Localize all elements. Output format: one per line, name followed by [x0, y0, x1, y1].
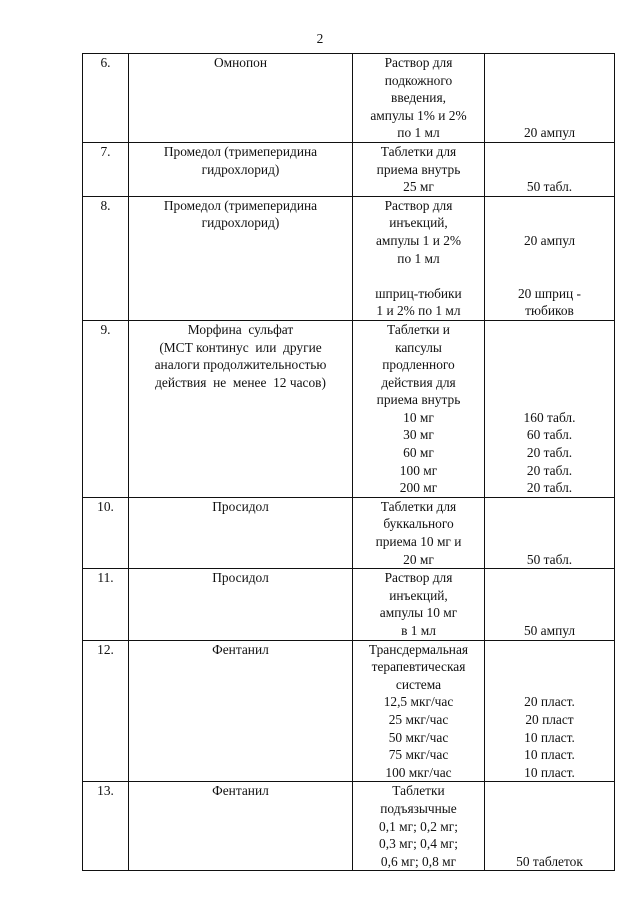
drug-name-cell — [129, 142, 353, 196]
dosage-form-line: приема внутрь — [376, 161, 461, 177]
quantity-line — [485, 214, 614, 232]
quantity-line — [485, 321, 614, 339]
dosage-form-line: терапевтическая — [371, 659, 466, 675]
dosage-form-line: 30 мг — [403, 427, 434, 443]
dosage-form-line: Таблетки для — [380, 498, 457, 514]
dosage-form-cell — [353, 54, 485, 143]
drug-name-line: Фентанил — [212, 641, 269, 657]
dosage-form-line: приема внутрь — [376, 392, 461, 408]
quantity-cell — [485, 196, 615, 320]
dosage-form-line: система — [395, 676, 442, 692]
drug-name-line: (МСТ континус или другие — [159, 339, 322, 355]
dosage-form-line: 12,5 мкг/час — [383, 694, 454, 710]
dosage-form-line: Трансдермальная — [368, 641, 469, 657]
quantity-line: 50 таблеток — [516, 853, 583, 869]
quantity-line: тюбиков — [525, 303, 574, 319]
dosage-form-line: 20 мг — [403, 551, 434, 567]
quantity-cell — [485, 640, 615, 782]
quantity-line — [485, 658, 614, 676]
quantity-line — [485, 569, 614, 587]
row-number: 6. — [83, 54, 129, 143]
drug-name-cell — [129, 782, 353, 871]
dosage-form-line: 0,3 мг; 0,4 мг; — [379, 836, 458, 852]
dosage-form-line: ампулы 1 и 2% — [375, 232, 462, 248]
quantity-line — [485, 604, 614, 622]
quantity-line — [485, 54, 614, 72]
drug-name-line: Промедол (тримеперидина — [163, 143, 318, 159]
quantity-line — [485, 267, 614, 285]
dosage-form-line: 10 мг — [403, 409, 434, 425]
quantity-line — [485, 835, 614, 853]
quantity-line — [485, 107, 614, 125]
quantity-line: 20 шприц - — [517, 285, 582, 301]
dosage-form-line: капсулы — [395, 339, 442, 355]
dosage-form-line: инъекций, — [389, 215, 448, 231]
row-number: 11. — [83, 569, 129, 640]
dosage-form-line: Таблетки — [392, 783, 445, 799]
dosage-form-line: 25 мкг/час — [388, 711, 449, 727]
dosage-form-line: введения, — [391, 90, 446, 106]
table-row — [83, 497, 615, 568]
table-row — [83, 54, 615, 143]
row-number: 9. — [83, 320, 129, 497]
row-number: 12. — [83, 640, 129, 782]
table-row — [83, 196, 615, 320]
dosage-form-cell — [353, 196, 485, 320]
quantity-line: 10 пласт. — [524, 747, 575, 763]
dosage-form-line: Таблетки и — [387, 321, 450, 337]
quantity-line: 20 табл. — [526, 480, 573, 496]
dosage-form-line: Раствор для — [384, 197, 453, 213]
quantity-cell — [485, 54, 615, 143]
quantity-line — [485, 818, 614, 836]
dosage-form-line — [353, 267, 484, 285]
quantity-line: 20 табл. — [526, 445, 573, 461]
dosage-form-cell — [353, 320, 485, 497]
drug-name-cell — [129, 497, 353, 568]
dosage-form-line: 200 мг — [399, 480, 438, 496]
quantity-line — [485, 533, 614, 551]
dosage-form-cell — [353, 569, 485, 640]
dosage-form-line: 100 мг — [399, 462, 438, 478]
drug-name-line: Просидол — [212, 498, 269, 514]
quantity-line: 20 ампул — [523, 125, 576, 141]
quantity-line — [485, 391, 614, 409]
quantity-line — [485, 641, 614, 659]
quantity-cell — [485, 497, 615, 568]
drug-name-line: гидрохлорид) — [201, 161, 280, 177]
quantity-cell — [485, 320, 615, 497]
quantity-line: 60 табл. — [526, 427, 573, 443]
dosage-form-line: продленного — [382, 357, 455, 373]
quantity-line — [485, 197, 614, 215]
quantity-line — [485, 587, 614, 605]
drug-name-cell — [129, 54, 353, 143]
dosage-form-line: по 1 мл — [397, 250, 440, 266]
row-number: 7. — [83, 142, 129, 196]
dosage-form-line: инъекций, — [389, 587, 448, 603]
quantity-line — [485, 515, 614, 533]
quantity-line: 10 пласт. — [524, 764, 575, 780]
dosage-form-line: 50 мкг/час — [388, 729, 449, 745]
quantity-line — [485, 143, 614, 161]
quantity-line: 160 табл. — [523, 409, 576, 425]
quantity-line — [485, 89, 614, 107]
drug-name-line: Промедол (тримеперидина — [163, 197, 318, 213]
drug-name-line: гидрохлорид) — [201, 215, 280, 231]
quantity-line: 20 табл. — [526, 462, 573, 478]
quantity-line — [485, 498, 614, 516]
dosage-form-cell — [353, 497, 485, 568]
dosage-form-line: буккального — [383, 516, 454, 532]
quantity-line — [485, 676, 614, 694]
quantity-line — [485, 250, 614, 268]
quantity-cell — [485, 782, 615, 871]
dosage-form-line: 1 и 2% по 1 мл — [376, 303, 461, 319]
dosage-form-line: подкожного — [384, 72, 453, 88]
dosage-form-cell — [353, 142, 485, 196]
dosage-form-line: приема 10 мг и — [375, 534, 462, 550]
dosage-form-line: 0,1 мг; 0,2 мг; — [379, 818, 458, 834]
quantity-line: 10 пласт. — [524, 729, 575, 745]
drug-name-cell — [129, 320, 353, 497]
dosage-form-cell — [353, 640, 485, 782]
dosage-form-line: 0,6 мг; 0,8 мг — [380, 853, 457, 869]
drug-name-line: Омнопон — [213, 55, 268, 70]
dosage-form-line: Таблетки для — [380, 143, 457, 159]
dosage-form-line: действия для — [381, 374, 456, 390]
dosage-form-line: ампулы 10 мг — [379, 605, 458, 621]
drug-name-line: аналоги продолжительностью — [154, 357, 327, 373]
drug-name-cell — [129, 569, 353, 640]
table-row — [83, 569, 615, 640]
drug-name-line: Фентанил — [212, 783, 269, 799]
quantity-line: 50 табл. — [526, 551, 573, 567]
row-number: 8. — [83, 196, 129, 320]
dosage-form-line: 75 мкг/час — [388, 747, 449, 763]
row-number: 10. — [83, 497, 129, 568]
dosage-form-line: шприц-тюбики — [375, 285, 462, 301]
quantity-line — [485, 72, 614, 90]
table-row — [83, 142, 615, 196]
quantity-cell — [485, 142, 615, 196]
drug-name-cell — [129, 640, 353, 782]
quantity-line: 50 табл. — [526, 179, 573, 195]
quantity-line — [485, 339, 614, 357]
quantity-line: 20 пласт. — [524, 694, 575, 710]
dosage-form-line: 25 мг — [403, 179, 434, 195]
drug-table-body — [83, 54, 615, 871]
table-row — [83, 320, 615, 497]
quantity-cell — [485, 569, 615, 640]
dosage-form-line: 60 мг — [403, 445, 434, 461]
drug-name-line: действия не менее 12 часов) — [155, 374, 326, 390]
drug-name-line: Морфина сульфат — [187, 321, 294, 337]
dosage-form-line: 100 мкг/час — [385, 764, 452, 780]
dosage-form-line: по 1 мл — [397, 125, 440, 141]
dosage-form-line: в 1 мл — [401, 623, 436, 638]
quantity-line: 50 ампул — [523, 623, 576, 638]
table-row — [83, 640, 615, 782]
quantity-line — [485, 782, 614, 800]
table-row — [83, 782, 615, 871]
quantity-line: 20 пласт — [525, 711, 574, 727]
quantity-line — [485, 800, 614, 818]
row-number: 13. — [83, 782, 129, 871]
quantity-line — [485, 356, 614, 374]
dosage-form-line: Раствор для — [384, 55, 453, 70]
dosage-form-cell — [353, 782, 485, 871]
quantity-line — [485, 374, 614, 392]
quantity-line — [485, 161, 614, 179]
drug-name-cell — [129, 196, 353, 320]
drug-table — [82, 53, 615, 871]
drug-name-line: Просидол — [212, 570, 269, 586]
dosage-form-line: ампулы 1% и 2% — [370, 107, 467, 123]
dosage-form-line: подъязычные — [380, 800, 457, 816]
quantity-line: 20 ампул — [523, 232, 576, 248]
page-number: 2 — [316, 31, 324, 46]
dosage-form-line: Раствор для — [384, 570, 453, 586]
